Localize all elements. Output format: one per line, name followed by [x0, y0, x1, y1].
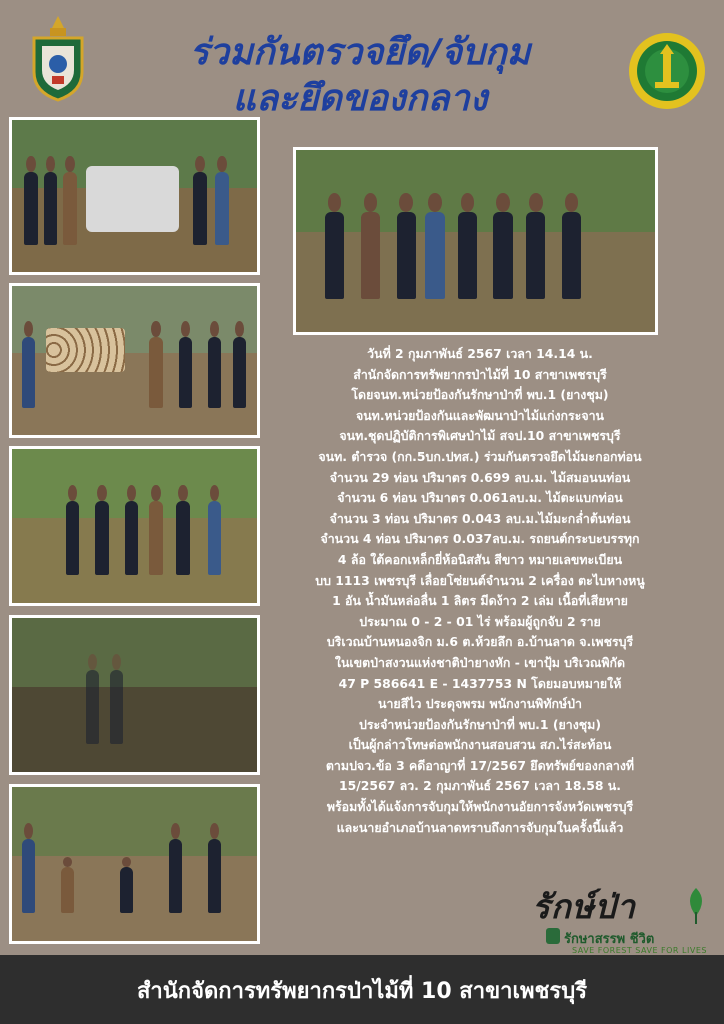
report-line: 47 P 586641 E - 1437753 N โดยมอบหมายให้	[338, 675, 622, 691]
footer-office-name: สำนักจัดการทรัพยากรป่าไม้ที่ 10 สาขาเพชรบุรี	[136, 979, 588, 1004]
photo-forest-clearing	[9, 615, 260, 775]
lock-icon	[546, 928, 560, 944]
report-line: จนท. ตำรวจ (กก.5บก.ปทส.) ร่วมกันตรวจยึดไม้มะกอกท่อน	[318, 448, 642, 464]
save-forest-brand	[520, 880, 720, 964]
report-line: พร้อมทั้งได้แจ้งการจับกุมให้พนักงานอัยการจังหวัดเพชรบุรี	[326, 799, 634, 815]
report-line: บริเวณบ้านหนองจิก ม.6 ต.ห้วยลึก อ.บ้านลาด จ.เพชรบุรี	[326, 634, 634, 650]
report-line: วันที่ 2 กุมภาพันธ์ 2567 เวลา 14.14 น.	[367, 346, 593, 361]
department-emblem-icon	[26, 14, 90, 106]
photo-team-in-forest	[9, 446, 260, 606]
report-line: จนท.ชุดปฏิบัติการพิเศษป่าไม้ สจป.10 สาขาเพชรบุรี	[339, 428, 621, 444]
report-line: สำนักจัดการทรัพยากรป่าไม้ที่ 10 สาขาเพชรบุรี	[353, 366, 607, 382]
report-line: ประจำหน่วยป้องกันรักษาป่าที่ พบ.1 (ยางชุม)	[358, 716, 601, 732]
report-line: ประมาณ 0 - 2 - 01 ไร่ พร้อมผู้ถูกจับ 2 ราย	[359, 613, 601, 629]
report-line: จนท.หน่วยป้องกันและพัฒนาป่าไม้แก่งกระจาน	[355, 407, 605, 423]
report-line: ตามปจว.ข้อ 3 คดีอาญาที่ 17/2567 ยึดทรัพย์ของกลางที่	[325, 757, 635, 773]
report-line: บบ 1113 เพชรบุรี เลื่อยโซ่ยนต์จำนวน 2 เครื่อง ตะไบหางหนู	[315, 572, 645, 588]
footer-bar	[0, 955, 724, 1024]
report-line: 1 อัน น้ำมันหล่อลื่น 1 ลิตร มีดง้าว 2 เล่ม เนื้อที่เสียหาย	[332, 593, 628, 609]
brand-main-text: รักษ์ป่า	[532, 887, 636, 926]
brand-tagline: SAVE FOREST SAVE FOR LIVES	[572, 946, 707, 955]
report-text	[288, 344, 672, 838]
photo-suspects-seated	[9, 784, 260, 944]
photo-group-in-forest	[293, 147, 658, 335]
report-line: จำนวน 29 ท่อน ปริมาตร 0.699 ลบ.ม. ไม้สมอนนท่อน	[329, 469, 631, 485]
report-line: 4 ล้อ ใต้คอกเหล็กยี่ห้อนิสสัน สีขาว หมายเลขทะเบียน	[337, 551, 623, 567]
title-line-2: และยึดของกลาง	[232, 78, 488, 119]
photo-truck-with-team	[9, 117, 260, 275]
report-line: จำนวน 4 ท่อน ปริมาตร 0.037ลบ.ม. รถยนต์กระบะบรรทุก	[320, 531, 640, 547]
leaf-icon	[684, 886, 708, 924]
report-line: ในเขตป่าสงวนแห่งชาติป่ายางหัก - เขาปุ้ม บริเวณพิกัด	[334, 654, 626, 670]
report-line: เป็นผู้กล่าวโทษต่อพนักงานสอบสวน สภ.ไร่สะท้อน	[348, 737, 612, 753]
report-line: นายสีไว ประดุจพรม พนักงานพิทักษ์ป่า	[378, 696, 582, 712]
report-line: 15/2567 ลว. 2 กุมภาพันธ์ 2567 เวลา 18.58 น.	[339, 778, 621, 794]
royal-forest-department-logo-icon	[628, 32, 706, 110]
brand-subtitle: รักษาสรรพ ชีวิต	[564, 932, 655, 947]
report-line: โดยจนท.หน่วยป้องกันรักษาป่าที่ พบ.1 (ยางชุม)	[351, 387, 609, 403]
report-line: จำนวน 3 ท่อน ปริมาตร 0.043 ลบ.ม.ไม้มะกล่ำต้นท่อน	[329, 510, 631, 526]
page-title	[110, 30, 610, 122]
photo-logs-on-truck	[9, 283, 260, 438]
title-line-1: ร่วมกันตรวจยึด/จับกุม	[189, 32, 531, 73]
report-line: จำนวน 6 ท่อน ปริมาตร 0.061ลบ.ม. ไม้ตะแบกท่อน	[337, 490, 623, 506]
report-line: และนายอำเภอบ้านลาดทราบถึงการจับกุมในครั้งนี้แล้ว	[336, 819, 624, 835]
